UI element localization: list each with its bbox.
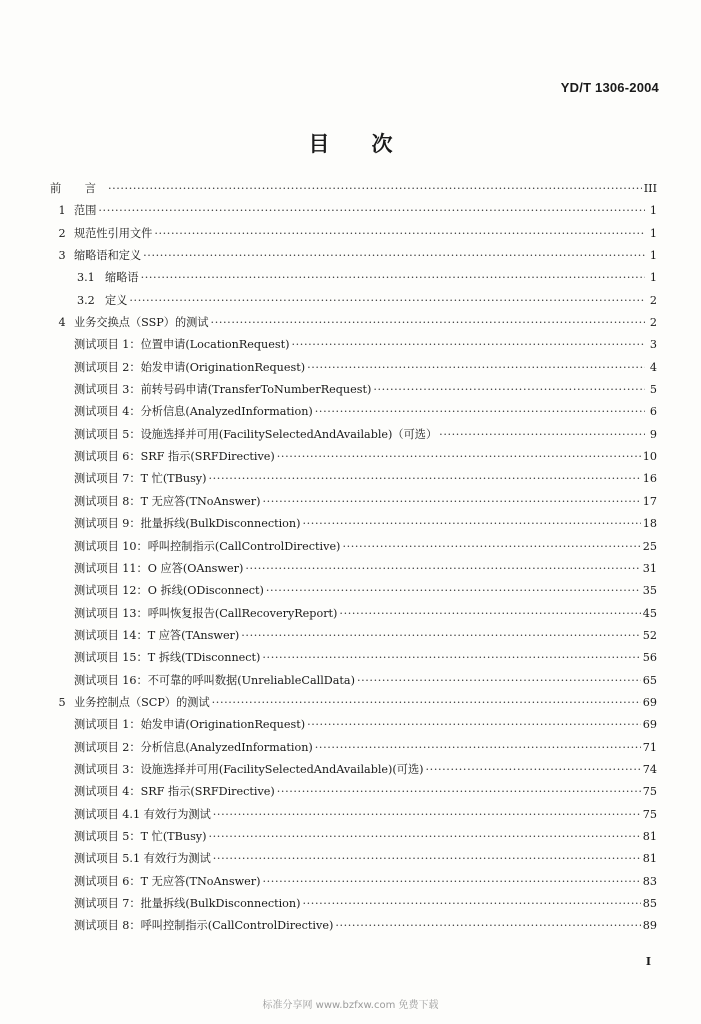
toc-entry[interactable] bbox=[50, 739, 657, 761]
toc-entry[interactable] bbox=[50, 582, 657, 604]
toc-leader-dots bbox=[335, 919, 640, 932]
toc-entry[interactable] bbox=[50, 403, 657, 425]
toc-entry-label: 测试项目 8：呼叫控制指示(CallControlDirective) bbox=[74, 919, 334, 933]
toc-entry[interactable] bbox=[50, 314, 657, 336]
toc-entry-page: 2 bbox=[649, 293, 657, 307]
toc-entry[interactable] bbox=[50, 850, 657, 872]
toc-entry-page: 45 bbox=[642, 606, 657, 620]
toc-entry-page: 56 bbox=[642, 651, 657, 665]
toc-entry-label: 测试项目 6：T 无应答(TNoAnswer) bbox=[74, 874, 261, 888]
toc-entry-label: 测试项目 8：T 无应答(TNoAnswer) bbox=[74, 494, 261, 508]
toc-leader-dots bbox=[241, 629, 640, 642]
toc-entry[interactable] bbox=[50, 202, 657, 224]
toc-entry[interactable] bbox=[50, 359, 657, 381]
toc-entry[interactable] bbox=[50, 783, 657, 805]
toc-entry-label: 测试项目 4：分析信息(AnalyzedInformation) bbox=[74, 405, 313, 419]
toc-entry[interactable] bbox=[50, 828, 657, 850]
toc-entry-label: 业务控制点（SCP）的测试 bbox=[74, 695, 210, 709]
toc-entry-label: 测试项目 3：设施选择并可用(FacilitySelectedAndAvailable)(可选) bbox=[74, 762, 424, 776]
toc-entry-page: 81 bbox=[642, 829, 657, 843]
toc-entry-label: 测试项目 9：批量拆线(BulkDisconnection) bbox=[74, 517, 301, 531]
toc-entry-page: 89 bbox=[642, 919, 657, 933]
toc-leader-dots bbox=[129, 294, 645, 307]
toc-entry-label: 测试项目 2：分析信息(AnalyzedInformation) bbox=[74, 740, 313, 754]
toc-entry-number: 3 bbox=[58, 249, 66, 263]
toc-entry-page: 6 bbox=[649, 405, 657, 419]
toc-entry-page: 17 bbox=[642, 494, 657, 508]
toc-entry-label: 测试项目 7：T 忙(TBusy) bbox=[74, 472, 207, 486]
title-part-1: 目 bbox=[308, 132, 330, 156]
toc-entry-label: 测试项目 5.1 有效行为测试 bbox=[74, 852, 211, 866]
toc-entry[interactable] bbox=[50, 292, 657, 314]
toc-leader-dots bbox=[262, 875, 640, 888]
toc-entry-number: 4 bbox=[58, 316, 66, 330]
toc-entry-label: 测试项目 14：T 应答(TAnswer) bbox=[74, 628, 240, 642]
toc-entry-page: 1 bbox=[649, 226, 657, 240]
toc-entry[interactable] bbox=[50, 515, 657, 537]
toc-entry-label: 测试项目 6：SRF 指示(SRFDirective) bbox=[74, 450, 275, 464]
toc-leader-dots bbox=[262, 651, 640, 664]
toc-leader-dots bbox=[339, 607, 640, 620]
toc-entry[interactable] bbox=[50, 560, 657, 582]
toc-entry-page: 2 bbox=[649, 316, 657, 330]
toc-leader-dots bbox=[277, 785, 641, 798]
toc-entry-label: 测试项目 2：始发申请(OriginationRequest) bbox=[74, 360, 306, 374]
toc-entry-label: 测试项目 13：呼叫恢复报告(CallRecoveryReport) bbox=[74, 606, 338, 620]
toc-entry-page: 1 bbox=[649, 271, 657, 285]
toc-entry-page: 85 bbox=[642, 897, 657, 910]
toc-entry-page: III bbox=[643, 182, 657, 195]
toc-entry-label: 测试项目 4：SRF 指示(SRFDirective) bbox=[74, 785, 275, 799]
toc-leader-dots bbox=[277, 450, 641, 463]
toc-entry-label: 测试项目 5：设施选择并可用(FacilitySelectedAndAvailable)（可选） bbox=[74, 427, 438, 441]
toc-entry-label: 业务交换点（SSP）的测试 bbox=[74, 316, 209, 330]
toc-leader-dots bbox=[212, 696, 641, 709]
toc-leader-dots bbox=[245, 562, 640, 575]
toc-entry-page: 1 bbox=[649, 249, 657, 263]
toc-leader-dots bbox=[315, 405, 645, 418]
toc-entry-page: 31 bbox=[642, 561, 657, 575]
toc-leader-dots bbox=[426, 763, 641, 776]
toc-leader-dots bbox=[209, 472, 641, 485]
toc-entry-page: 83 bbox=[642, 874, 657, 888]
toc-entry[interactable] bbox=[50, 761, 657, 783]
title-part-2: 次 bbox=[371, 132, 393, 156]
toc-entry[interactable] bbox=[50, 806, 657, 828]
toc-entry-label: 定义 bbox=[105, 293, 128, 307]
toc-entry-page: 65 bbox=[642, 673, 657, 687]
toc-entry[interactable] bbox=[50, 672, 657, 694]
standard-code: YD/T 1306-2004 bbox=[560, 80, 659, 95]
toc-entry-label: 缩略语和定义 bbox=[74, 249, 142, 263]
toc-leader-dots bbox=[98, 204, 645, 217]
toc-entry-number: 2 bbox=[58, 226, 66, 240]
toc-entry-label: 测试项目 7：批量拆线(BulkDisconnection) bbox=[74, 897, 301, 910]
toc-entry-page: 75 bbox=[642, 807, 657, 821]
toc-entry-page: 69 bbox=[642, 695, 657, 709]
toc-leader-dots bbox=[143, 249, 645, 262]
toc-entry-page: 10 bbox=[642, 450, 657, 464]
toc-entry[interactable] bbox=[50, 247, 657, 269]
toc-entry-page: 71 bbox=[642, 740, 657, 754]
toc-entry-number: 1 bbox=[58, 204, 66, 218]
toc-entry-page: 75 bbox=[642, 785, 657, 799]
toc-entry-label: 缩略语 bbox=[105, 271, 139, 285]
toc-entry[interactable] bbox=[50, 649, 657, 671]
toc-entry[interactable] bbox=[50, 716, 657, 738]
toc-entry[interactable] bbox=[50, 381, 657, 403]
toc-entry-label: 测试项目 12：O 拆线(ODisconnect) bbox=[74, 584, 264, 598]
toc-entry[interactable] bbox=[50, 917, 657, 939]
toc-entry[interactable] bbox=[50, 895, 657, 917]
toc-leader-dots bbox=[307, 718, 641, 731]
toc-entry-number: 3.1 bbox=[77, 271, 95, 285]
page-number: I bbox=[645, 955, 651, 968]
toc-entry-page: 35 bbox=[642, 584, 657, 598]
toc-leader-dots bbox=[302, 517, 640, 530]
toc-entry[interactable] bbox=[50, 225, 657, 247]
toc-leader-dots bbox=[211, 316, 645, 329]
toc-leader-dots bbox=[213, 852, 641, 865]
toc-entry-page: 74 bbox=[642, 762, 657, 776]
toc-leader-dots bbox=[291, 338, 645, 351]
toc-entry-page: 16 bbox=[642, 472, 657, 486]
toc-leader-dots bbox=[315, 741, 641, 754]
toc-leader-dots bbox=[154, 227, 645, 240]
toc-entry-label: 测试项目 11：O 应答(OAnswer) bbox=[74, 561, 244, 575]
toc-leader-dots bbox=[262, 495, 640, 508]
toc-entry-label: 测试项目 1：位置申请(LocationRequest) bbox=[74, 338, 290, 352]
toc-entry-page: 81 bbox=[642, 852, 657, 866]
toc-entry-page: 4 bbox=[649, 360, 657, 374]
toc-entry-page: 18 bbox=[642, 517, 657, 531]
toc-entry[interactable] bbox=[50, 873, 657, 895]
toc-entry-label: 测试项目 16：不可靠的呼叫数据(UnreliableCallData) bbox=[74, 673, 355, 687]
toc-leader-dots bbox=[266, 584, 641, 597]
toc-entry[interactable] bbox=[50, 448, 657, 470]
toc-entry[interactable] bbox=[50, 180, 657, 202]
toc-entry-label: 测试项目 4.1 有效行为测试 bbox=[74, 807, 211, 821]
toc-entry-page: 69 bbox=[642, 718, 657, 732]
toc-leader-dots bbox=[141, 271, 645, 284]
toc-leader-dots bbox=[342, 540, 640, 553]
toc-entry-page: 1 bbox=[649, 204, 657, 218]
toc-entry[interactable] bbox=[50, 627, 657, 649]
toc-entry[interactable] bbox=[50, 493, 657, 515]
toc-leader-dots bbox=[302, 897, 640, 910]
toc-entry-number: 5 bbox=[58, 695, 66, 709]
table-of-contents bbox=[50, 180, 657, 940]
toc-entry-page: 52 bbox=[642, 628, 657, 642]
toc-entry-number: 前 言 bbox=[50, 182, 106, 195]
toc-entry[interactable] bbox=[50, 605, 657, 627]
toc-leader-dots bbox=[209, 830, 641, 843]
toc-entry[interactable] bbox=[50, 538, 657, 560]
toc-leader-dots bbox=[213, 808, 641, 821]
toc-entry-label: 测试项目 3：前转号码申请(TransferToNumberRequest) bbox=[74, 383, 372, 397]
toc-leader-dots bbox=[357, 674, 641, 687]
toc-entry-page: 3 bbox=[649, 338, 657, 352]
toc-entry-page: 9 bbox=[649, 427, 657, 441]
toc-entry-label: 规范性引用文件 bbox=[74, 226, 153, 240]
toc-entry[interactable] bbox=[50, 694, 657, 716]
toc-entry[interactable] bbox=[50, 426, 657, 448]
toc-entry-number: 3.2 bbox=[77, 293, 95, 307]
page-title bbox=[0, 128, 701, 158]
toc-entry-label: 测试项目 1：始发申请(OriginationRequest) bbox=[74, 718, 306, 732]
toc-entry-label: 测试项目 5：T 忙(TBusy) bbox=[74, 829, 207, 843]
toc-entry-page: 25 bbox=[642, 539, 657, 553]
toc-entry[interactable] bbox=[50, 269, 657, 291]
toc-entry-label: 测试项目 10：呼叫控制指示(CallControlDirective) bbox=[74, 539, 341, 553]
toc-entry[interactable] bbox=[50, 336, 657, 358]
toc-entry-page: 5 bbox=[649, 383, 657, 397]
toc-leader-dots bbox=[108, 182, 642, 195]
toc-entry-label: 范围 bbox=[74, 204, 97, 218]
footer-watermark: 标准分享网 www.bzfxw.com 免费下载 bbox=[262, 1000, 439, 1011]
toc-entry[interactable] bbox=[50, 470, 657, 492]
toc-leader-dots bbox=[307, 361, 645, 374]
toc-leader-dots bbox=[373, 383, 645, 396]
toc-entry-label: 测试项目 15：T 拆线(TDisconnect) bbox=[74, 651, 261, 665]
toc-leader-dots bbox=[439, 428, 645, 441]
